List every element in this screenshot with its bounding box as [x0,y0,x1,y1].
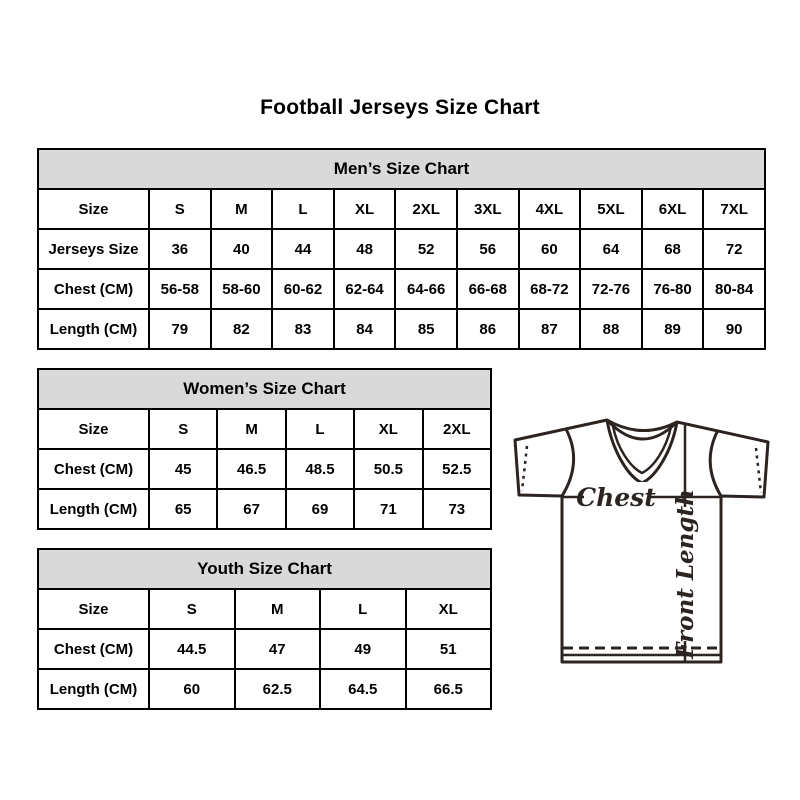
size-cell: L [272,189,334,229]
size-cell: XL [334,189,396,229]
value-cell: 64 [580,229,642,269]
row-label-size: Size [38,409,149,449]
value-cell: 50.5 [354,449,422,489]
mens-jerseys-size-row [38,229,765,269]
row-label-jerseys-size: Jerseys Size [38,229,149,269]
row-label-size: Size [38,589,149,629]
value-cell: 67 [217,489,285,529]
size-cell: M [235,589,321,629]
youth-length-row [38,669,491,709]
value-cell: 76-80 [642,269,704,309]
size-cell: 7XL [703,189,765,229]
value-cell: 47 [235,629,321,669]
value-cell: 44.5 [149,629,235,669]
value-cell: 36 [149,229,211,269]
value-cell: 60 [519,229,581,269]
youth-table-header-row [38,549,491,589]
page-title: Football Jerseys Size Chart [260,96,540,119]
womens-table-header-row [38,369,491,409]
mens-size-row [38,189,765,229]
value-cell: 82 [211,309,273,349]
row-label-chest: Chest (CM) [38,269,149,309]
value-cell: 68 [642,229,704,269]
size-cell: XL [354,409,422,449]
value-cell: 48 [334,229,396,269]
value-cell: 79 [149,309,211,349]
jersey-outline [515,420,768,662]
front-length-label: Front Length [672,489,699,659]
womens-length-row [38,489,491,529]
value-cell: 89 [642,309,704,349]
value-cell: 48.5 [286,449,354,489]
value-cell: 86 [457,309,519,349]
mens-length-row [38,309,765,349]
size-cell: L [286,409,354,449]
value-cell: 51 [406,629,492,669]
womens-size-table [37,368,492,530]
value-cell: 87 [519,309,581,349]
size-cell: M [211,189,273,229]
size-cell: XL [406,589,492,629]
value-cell: 69 [286,489,354,529]
value-cell: 73 [423,489,491,529]
value-cell: 44 [272,229,334,269]
mens-chest-row [38,269,765,309]
row-label-length: Length (CM) [38,669,149,709]
size-cell: S [149,409,217,449]
value-cell: 80-84 [703,269,765,309]
value-cell: 71 [354,489,422,529]
womens-size-row [38,409,491,449]
size-cell: 4XL [519,189,581,229]
row-label-chest: Chest (CM) [38,449,149,489]
mens-size-table [37,148,766,350]
size-cell: S [149,589,235,629]
value-cell: 62-64 [334,269,396,309]
size-cell: 5XL [580,189,642,229]
value-cell: 56 [457,229,519,269]
value-cell: 60 [149,669,235,709]
value-cell: 68-72 [519,269,581,309]
size-cell: 2XL [395,189,457,229]
value-cell: 58-60 [211,269,273,309]
chest-label: Chest [576,483,656,512]
value-cell: 60-62 [272,269,334,309]
size-cell: S [149,189,211,229]
womens-table-title: Women’s Size Chart [38,369,491,409]
value-cell: 46.5 [217,449,285,489]
value-cell: 62.5 [235,669,321,709]
row-label-length: Length (CM) [38,489,149,529]
value-cell: 72 [703,229,765,269]
value-cell: 45 [149,449,217,489]
value-cell: 72-76 [580,269,642,309]
value-cell: 66.5 [406,669,492,709]
youth-chest-row [38,629,491,669]
mens-table-title: Men’s Size Chart [38,149,765,189]
size-cell: M [217,409,285,449]
mens-table-header-row [38,149,765,189]
jersey-measurement-diagram [505,400,777,672]
value-cell: 83 [272,309,334,349]
youth-size-table [37,548,492,710]
value-cell: 49 [320,629,406,669]
value-cell: 85 [395,309,457,349]
value-cell: 88 [580,309,642,349]
youth-table-title: Youth Size Chart [38,549,491,589]
size-cell: 2XL [423,409,491,449]
value-cell: 40 [211,229,273,269]
youth-size-row [38,589,491,629]
value-cell: 56-58 [149,269,211,309]
size-cell: L [320,589,406,629]
value-cell: 64-66 [395,269,457,309]
value-cell: 52 [395,229,457,269]
value-cell: 52.5 [423,449,491,489]
size-cell: 3XL [457,189,519,229]
womens-chest-row [38,449,491,489]
row-label-size: Size [38,189,149,229]
value-cell: 66-68 [457,269,519,309]
size-cell: 6XL [642,189,704,229]
value-cell: 65 [149,489,217,529]
value-cell: 84 [334,309,396,349]
row-label-length: Length (CM) [38,309,149,349]
value-cell: 64.5 [320,669,406,709]
row-label-chest: Chest (CM) [38,629,149,669]
value-cell: 90 [703,309,765,349]
